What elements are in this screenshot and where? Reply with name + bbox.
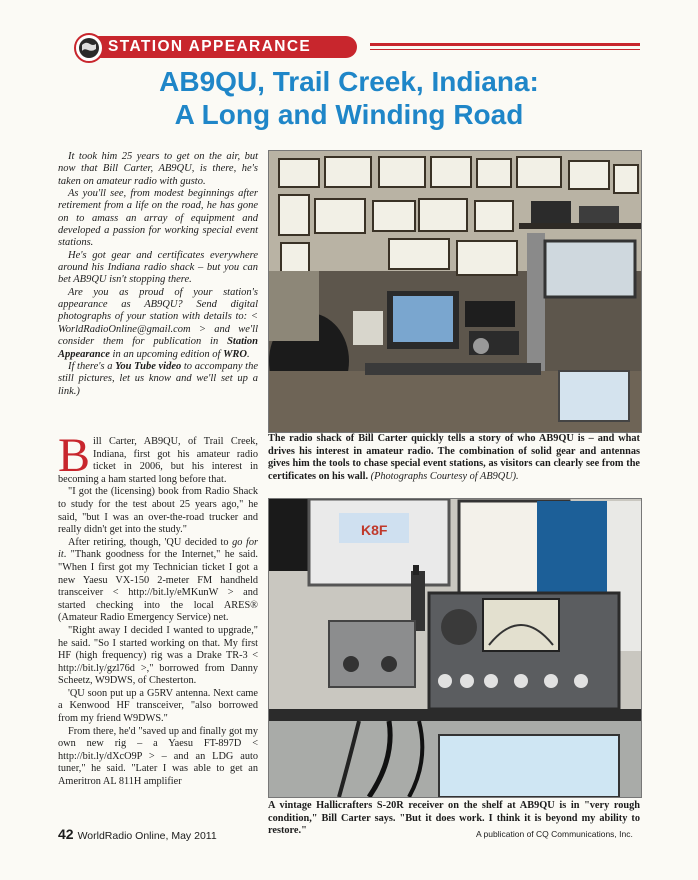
- article-paragraph: After retiring, though, 'QU decided to go for it. "Thank goodness for the Internet," he said. "When I first got my Technician ticket I got a new Yaesu VX-150 2-meter FM handheld transceiver < http://bit.ly/eMKunW > and started checking into the local ARES® (Amateur Radio Emergency Service) net.: [58, 536, 258, 624]
- article-paragraph: 'QU soon put up a G5RV antenna. Next came a Kenwood HF transceiver, "also borrowed from my friend W9DWS.": [58, 687, 258, 725]
- photo2-caption: A vintage Hallicrafters S-20R receiver on the shelf at AB9QU is in "very rough condition," Bill Carter says. "But it does work. I think it is beyond my ability to restore.": [268, 800, 640, 837]
- intro-paragraph: If there's a You Tube video to accompany the still pictures, let us know and we'll set up a link.): [58, 360, 258, 397]
- footer-publisher: A publication of CQ Communications, Inc.: [476, 829, 633, 839]
- publication-name: WorldRadio Online, May 2011: [77, 830, 217, 842]
- drop-cap: B: [58, 429, 91, 482]
- header-rule: [370, 43, 640, 46]
- intro-paragraph: As you'll see, from modest beginnings after retirement from a life on the road, he has gone on to amass an array of equipment and developed a passion for working special event stations.: [58, 188, 258, 249]
- link-ft897d[interactable]: < http://bit.ly/dXcO9P >: [58, 738, 258, 762]
- section-label: STATION APPEARANCE: [108, 38, 312, 55]
- email-link[interactable]: < WorldRadioOnline@gmail.com >: [58, 311, 258, 335]
- intro-text: [58, 151, 258, 398]
- intro-paragraph: He's got gear and certificates everywhere around his Indiana radio shack – but you can bet AB9QU isn't stopping there.: [58, 249, 258, 286]
- header-rule-thin: [370, 49, 640, 50]
- article-paragraph: From there, he'd "saved up and finally got my own new rig – a Yaesu FT-897D < http://bit.ly/dXcO9P > – and an LDG auto tuner," he said. "Later I was able to get an Ameritron AL 811H amplifier: [58, 725, 258, 788]
- radio-shack-photo: [268, 150, 642, 433]
- link-tr3[interactable]: < http://bit.ly/gzl76d >: [58, 650, 258, 674]
- article-body: [58, 429, 258, 789]
- article-paragraph: "I got the (licensing) book from Radio Shack to study for the test about 25 years ago," he said, "but I was an over-the-road trucker and really didn't get into the study.": [58, 486, 258, 536]
- intro-paragraph: It took him 25 years to get on the air, but now that Bill Carter, AB9QU, is there, he's taken on amateur radio with gusto.: [58, 151, 258, 187]
- wall-certificate-text: K8F: [361, 522, 388, 538]
- page-number: 42: [58, 826, 74, 842]
- page-title-line2: A Long and Winding Road: [174, 99, 524, 130]
- footer-left: [58, 826, 217, 842]
- receiver-photo: [268, 498, 642, 798]
- article-paragraph: Bill Carter, AB9QU, of Trail Creek, Indiana, first got his amateur radio ticket in 2006, but his interest in becoming a ham started long before that.: [58, 429, 258, 485]
- article-paragraph: "Right away I decided I wanted to upgrade," he said. "So I started working on that. My first HF (high frequency) rig was a Drake TR-3 < http://bit.ly/gzl76d >," borrowed from Danny Scheetz, W9DWS, of Chesterton.: [58, 624, 258, 687]
- photo-credit: (Photographs Courtesy of AB9QU).: [370, 470, 519, 482]
- page-title-line1: AB9QU, Trail Creek, Indiana:: [159, 66, 539, 97]
- globe-logo-icon: [74, 33, 104, 63]
- intro-paragraph: Are you as proud of your station's appearance as AB9QU? Send digital photographs of your station with details to: < WorldRadioOnline@gmail.com > and we'll consider them for publication in Station Appearance in an upcoming edition of WRO.: [58, 286, 258, 360]
- photo1-caption: The radio shack of Bill Carter quickly tells a story of who AB9QU is – and what drives his interest in amateur radio. The combination of solid gear and antennas gives him the tools to chase special event stations, as visitors can clearly see from the certificates on his wall. (Photographs Courtesy of AB9QU).: [268, 433, 640, 482]
- link-vx150[interactable]: < http://bit.ly/eMKunW >: [112, 587, 234, 599]
